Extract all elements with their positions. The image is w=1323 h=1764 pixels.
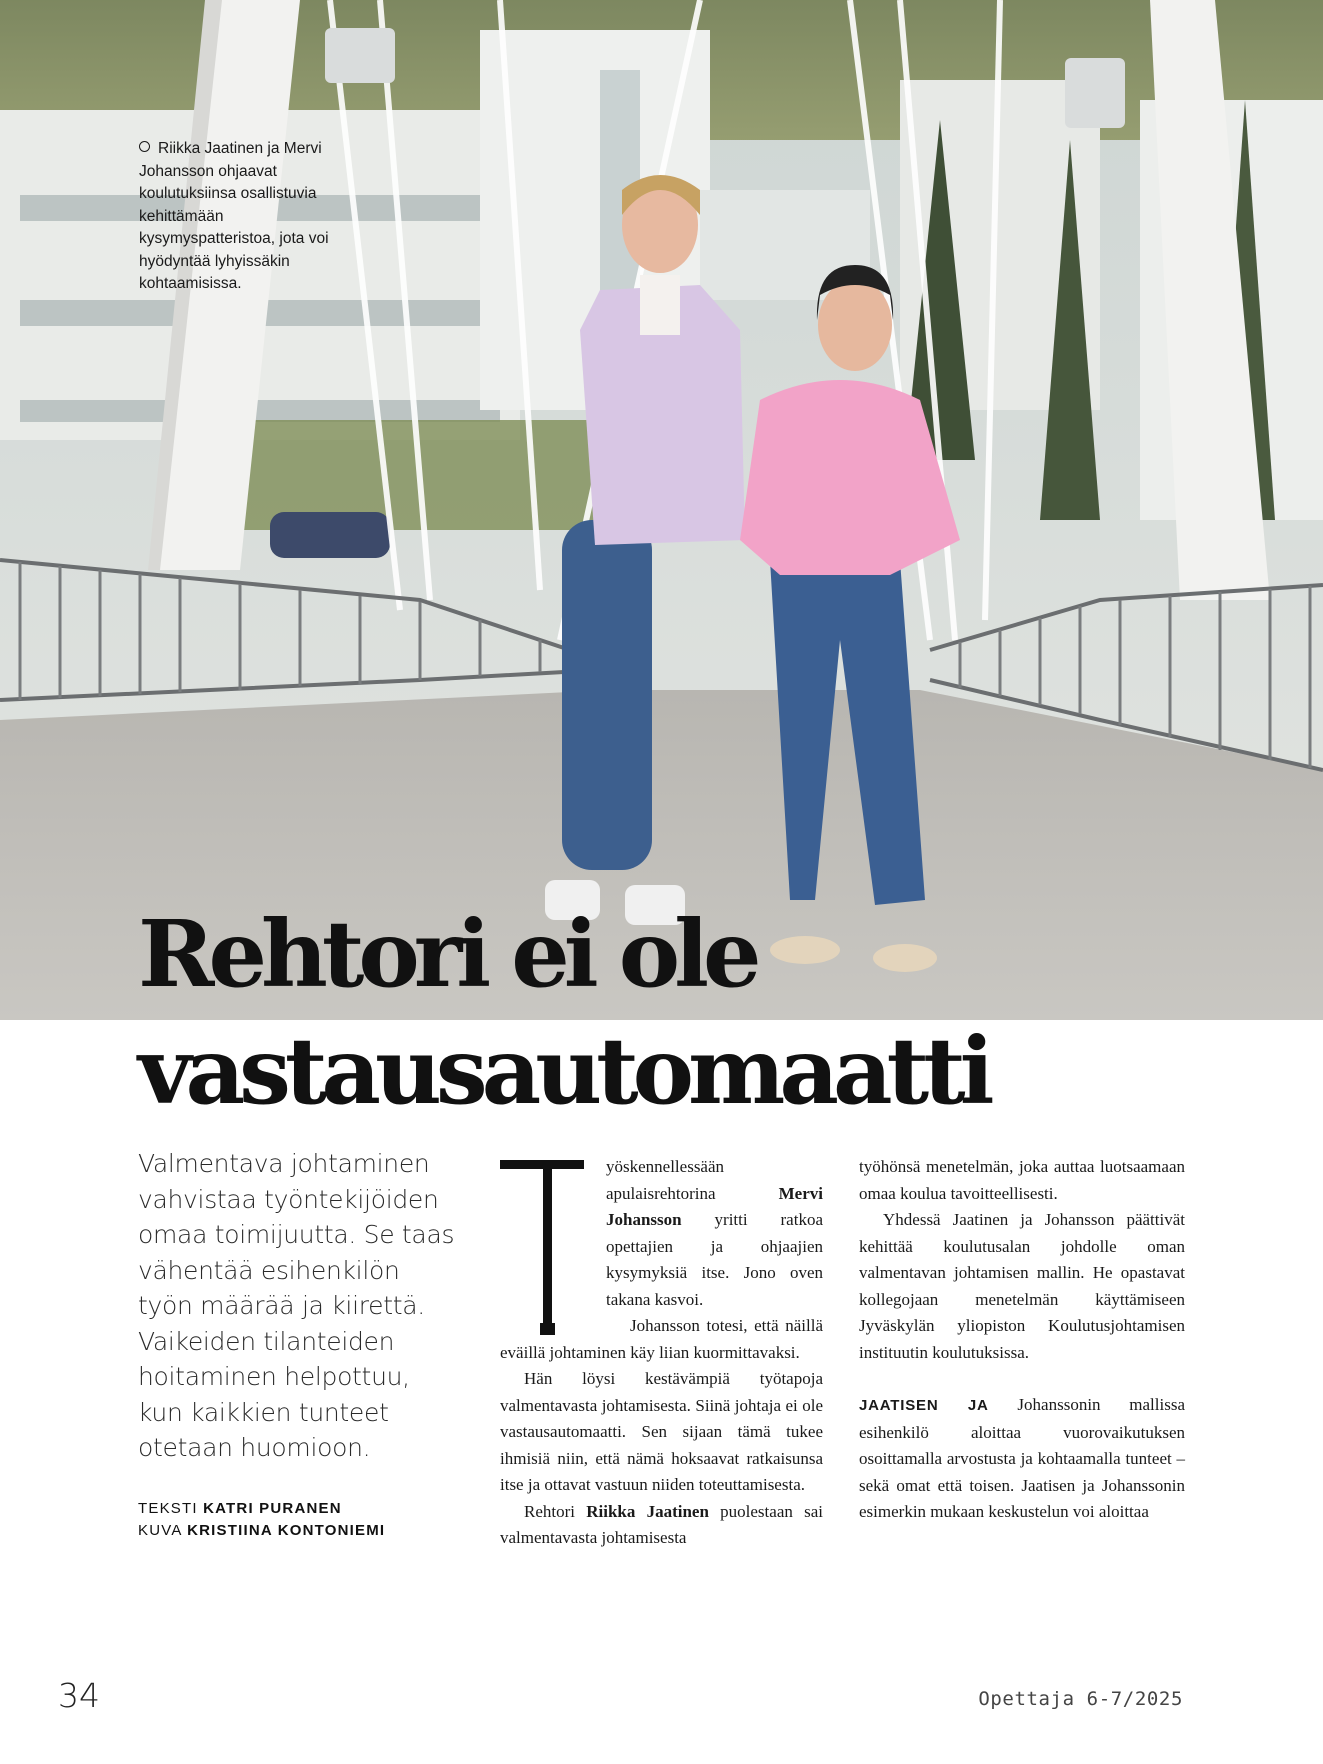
bullet-circle-icon (139, 141, 150, 152)
body-paragraph-5: työhönsä menetelmän, joka auttaa luotsaamaan omaa koulua tavoitteellisesti. (859, 1157, 1185, 1203)
body-column-2 (859, 1154, 1185, 1526)
article-headline (138, 896, 989, 1130)
article-credits (138, 1498, 385, 1542)
credit-text-author: KATRI PURANEN (203, 1500, 342, 1517)
photo-caption (139, 138, 354, 296)
credit-photo-author: KRISTIINA KONTONIEMI (187, 1522, 386, 1539)
headline-line-1: Rehtori ei ole (138, 900, 756, 1008)
body-paragraph-7: JAATISEN JA Johanssonin mallissa esihenkilö aloittaa vuorovaikutuksen osoittamalla arvostusta ja kohtaamalla tunteet – sekä omat että toisen. Jaatisen ja Johanssonin esimerkin mukaan keskustelun voi aloittaa (859, 1395, 1185, 1521)
credit-text-label: TEKSTI (138, 1500, 198, 1517)
body-paragraph-3: Hän löysi kestävämpiä työtapoja valmentavasta johtamisesta. Siinä johtaja ei ole vastausautomaatti. Sen sijaan tämä tukee ihmisiä niin, että nämä hoksaavat ratkaisunsa itse ja ottavat vastuun niiden toteuttamisesta. (500, 1369, 823, 1494)
credit-text-line (138, 1498, 385, 1520)
body-paragraph-4: Rehtori Riikka Jaatinen puolestaan sai valmentavasta johtamisesta (500, 1501, 823, 1547)
page-number: 34 (58, 1676, 100, 1715)
photo-caption-text: Riikka Jaatinen ja Mervi Johansson ohjaavat koulutuksiinsa osallistuvia kehittämään kysymyspatteristoa, jota voi hyödyntää lyhyissäkin kohtaamisissa. (139, 140, 329, 292)
credit-photo-label: KUVA (138, 1522, 182, 1539)
body-column-1 (500, 1154, 823, 1552)
publication-issue: Opettaja 6-7/2025 (978, 1688, 1183, 1710)
person-name-mervi: Mervi Johansson (606, 1183, 823, 1229)
body-paragraph-6: Yhdessä Jaatinen ja Johansson päättivät kehittää koulutusalan johdolle oman valmentavan johtamisen mallin. He opastavat kollegojaan menetelmän käyttämiseen Jyväskylän yliopiston Koulutusjohtamisen instituutin koulutuksissa. (859, 1210, 1185, 1362)
article-lead: Valmentava johtaminen vahvistaa työntekijöiden omaa toimijuutta. Se taas vähentää esihenkilön työn määrää ja kiirettä. Vaikeiden tilanteiden hoitaminen helpottuu, kun kaikkien tunteet otetaan huomioon. (138, 1149, 455, 1462)
credit-photo-line (138, 1520, 385, 1542)
headline-line-2: vastausautomaatti (138, 1017, 989, 1125)
person-name-riikka: Riikka Jaatinen (586, 1501, 709, 1521)
body-paragraph-1: yöskennellessään apulaisrehtorina Mervi Johansson yritti ratkoa opettajien ja ohjaajien kysymyksiä itse. Jono oven takana kasvoi. (606, 1157, 823, 1309)
section-lead-in: JAATISEN JA (859, 1397, 989, 1414)
body-paragraph-2: Johansson totesi, että näillä eväillä johtaminen käy liian kuormittavaksi. (500, 1316, 823, 1362)
